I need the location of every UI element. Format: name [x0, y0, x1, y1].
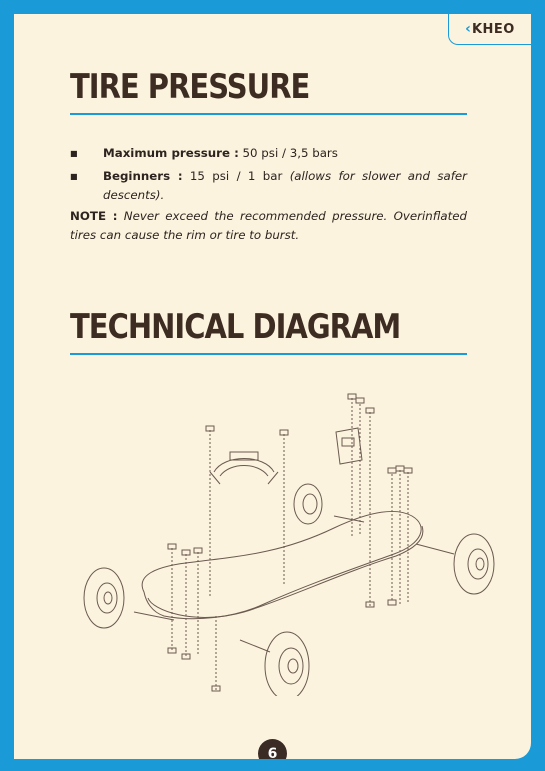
list-item: [70, 144, 467, 163]
wheel-rear-top: [294, 484, 322, 524]
foot-binding-left: [210, 452, 278, 484]
chevron-left-icon: ‹: [465, 21, 471, 37]
front-axle: [134, 516, 454, 652]
warning-note: [70, 207, 467, 245]
pressure-list: [70, 144, 467, 209]
list-item: [70, 167, 467, 205]
wheel-right-rear: [454, 534, 494, 594]
item-value: 50 psi / 3,5 bars: [242, 146, 338, 160]
brand-logo: KHEO: [471, 21, 515, 37]
deck-shape: [142, 512, 421, 619]
tire-pressure-title: TIRE PRESSURE: [70, 66, 310, 107]
wheel-left-front: [84, 568, 124, 628]
page-number: 6: [258, 739, 287, 759]
bolt-heads: [168, 394, 412, 691]
bullet-icon: ■: [70, 149, 78, 158]
technical-diagram-title: TECHNICAL DIAGRAM: [70, 306, 401, 347]
title-underline: [70, 353, 467, 355]
manual-page: [14, 14, 531, 759]
foot-binding-right: [336, 428, 362, 464]
brand-logo-tab: [448, 14, 531, 45]
note-label: NOTE :: [70, 209, 118, 223]
item-label: Beginners :: [103, 169, 183, 183]
wheel-front-bottom: [265, 632, 309, 696]
note-text: Never exceed the recommended pressure. Overinflated tires can cause the rim or tire to burst.: [70, 209, 467, 242]
item-note: (allows for slower and safer descents).: [103, 169, 467, 202]
exploded-skateboard-diagram: [44, 376, 504, 696]
bullet-icon: ■: [70, 172, 78, 181]
item-label: Maximum pressure :: [103, 146, 239, 160]
title-underline: [70, 113, 467, 115]
item-value: 15 psi / 1 bar: [189, 169, 283, 183]
